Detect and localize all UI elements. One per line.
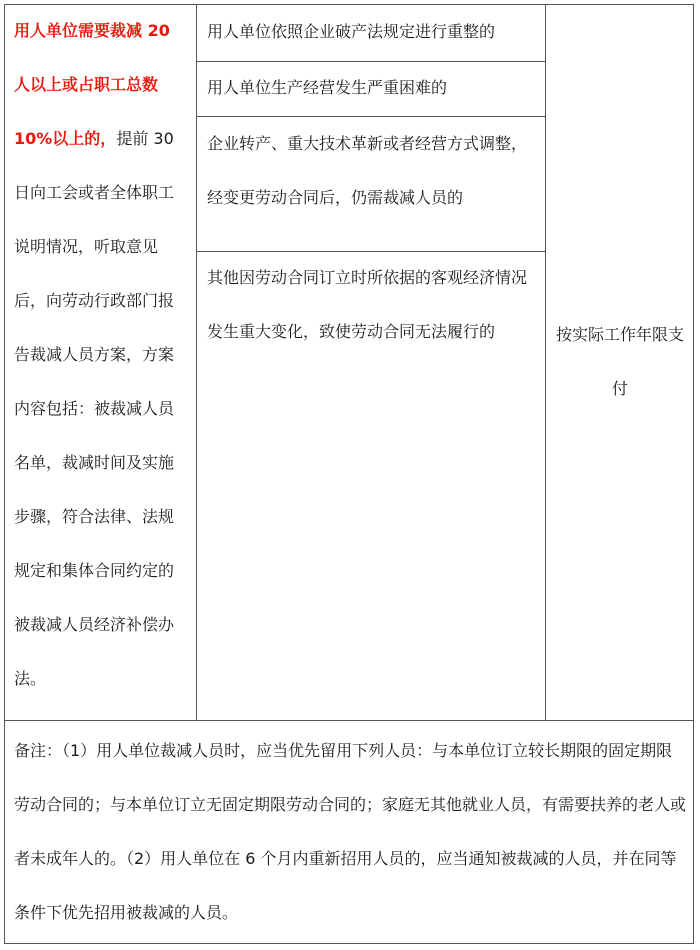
layoff-procedure-text: 提前 30 日向工会或者全体职工说明情况，听取意见后，向劳动行政部门报告裁减人员方案，方案内容包括：被裁减人员名单，裁减时间及实施步骤，符合法律、法规规定和集体合同约定的被裁减人员经济补偿办法。 [14, 129, 175, 688]
note-divider [4, 720, 694, 721]
layoff-threshold-text: 用人单位需要裁减 20 人以上或占职工总数 10%以上的， [14, 21, 170, 148]
compensation-cell: 按实际工作年限支付 [555, 325, 684, 398]
condition-2: 用人单位生产经营发生严重困难的 [207, 78, 448, 97]
layoff-procedure-cell [14, 4, 189, 706]
remarks: 备注：（1）用人单位裁减人员时，应当优先留用下列人员：与本单位订立较长期限的固定期限劳动合同的；与本单位订立无固定期限劳动合同的；家庭无其他就业人员，有需要扶养的老人或者未成年人的。（2）用人单位在 6 个月内重新招用人员的，应当通知被裁减的人员，并在同等条件下优先招用被裁减的人员。 [14, 741, 687, 922]
column-divider-2 [545, 4, 546, 721]
condition-3: 企业转产、重大技术革新或者经营方式调整，经变更劳动合同后，仍需裁减人员的 [207, 134, 528, 207]
condition-1: 用人单位依照企业破产法规定进行重整的 [207, 22, 496, 41]
column-divider-1 [196, 4, 197, 721]
condition-4: 其他因劳动合同订立时所依据的客观经济情况发生重大变化，致使劳动合同无法履行的 [207, 268, 528, 341]
